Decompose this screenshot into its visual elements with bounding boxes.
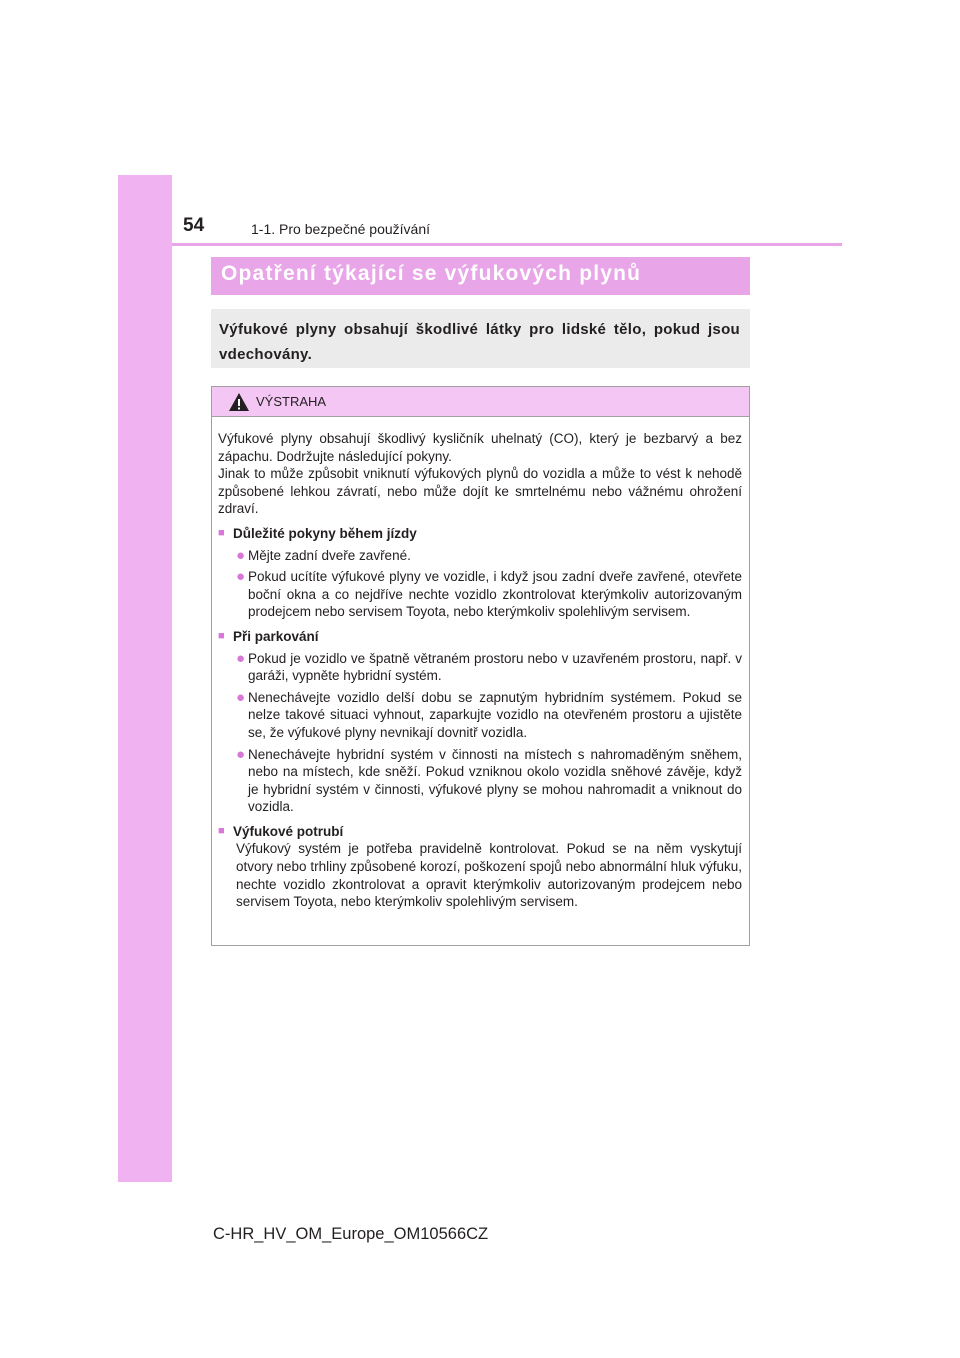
list-item: ● Mějte zadní dveře zavřené. <box>236 546 411 564</box>
section-heading: ■ Výfukové potrubí <box>218 823 344 839</box>
warning-label: VÝSTRAHA <box>256 394 327 409</box>
square-marker-icon: ■ <box>218 526 225 539</box>
section-heading: ■ Při parkování <box>218 628 319 644</box>
bullet-dot-icon: ● <box>236 745 246 763</box>
intro-summary: Výfukové plyny obsahují škodlivé látky pro lidské tělo, pokud jsou vdechovány. <box>211 309 750 368</box>
header-divider <box>172 243 842 246</box>
page-title: Opatření týkající se výfukových plynů <box>211 257 750 295</box>
bullet-dot-icon: ● <box>236 688 246 706</box>
list-item: ● Nenechávejte vozidlo delší dobu se zapnutým hybridním systémem. Pokud se nelze takové situaci vyhnout, zaparkujte vozidlo na otevřeném prostoru a ujistěte se, že výfukové plyny nevnikají dovnitř vozidla. <box>236 688 742 740</box>
warning-header <box>212 387 749 417</box>
warning-body <box>212 417 749 911</box>
page-number: 54 <box>183 215 205 236</box>
bullet-dot-icon: ● <box>236 568 246 586</box>
section-text: Výfukový systém je potřeba pravidelně kontrolovat. Pokud se na něm vyskytují otvory nebo trhliny způsobené korozí, poškození spojů nebo abnormální hluk výfuku, nechte vozidlo zkontrolovat a opravit kterýmkoliv autorizovaným prodejcem nebo servisem Toyota, nebo kterýmkoliv spolehlivým servisem. <box>236 841 742 910</box>
warning-triangle-icon <box>228 392 250 412</box>
list-item: ● Nenechávejte hybridní systém v činnosti na místech s nahromaděným sněhem, nebo na místech, kde sněží. Pokud vzniknou okolo vozidla sněhové závěje, když je hybridní systém v činnosti, výfukové plyny se mohou nahromadit a vniknout do vozidla. <box>236 745 742 815</box>
chapter-sidebar-tab <box>118 175 172 1182</box>
bullet-dot-icon: ● <box>236 546 246 564</box>
list-item: ● Pokud je vozidlo ve špatně větraném prostoru nebo v uzavřeném prostoru, např. v garáži, vypněte hybridní systém. <box>236 649 742 684</box>
warning-paragraph: Výfukové plyny obsahují škodlivý kysličník uhelnatý (CO), který je bezbarvý a bez zápachu. Dodržujte následující pokyny. <box>218 431 742 464</box>
square-marker-icon: ■ <box>218 824 225 837</box>
square-marker-icon: ■ <box>218 629 225 642</box>
bullet-dot-icon: ● <box>236 649 246 667</box>
warning-paragraph: Jinak to může způsobit vniknutí výfukových plynů do vozidla a může to vést k nehodě způsobené lehkou závratí, nebo může dojít ke smrtelnému nebo vážnému ohrožení zdraví. <box>218 466 742 517</box>
document-code: C-HR_HV_OM_Europe_OM10566CZ <box>213 1225 489 1243</box>
list-item: ● Pokud ucítíte výfukové plyny ve vozidle, i když jsou zadní dveře zavřené, otevřete boční okna a co nejdříve nechte vozidlo zkontrolovat kterýmkoliv autorizovaným prodejcem nebo servisem Toyota, nebo kterýmkoliv spolehlivým servisem. <box>236 568 742 620</box>
section-heading: ■ Důležité pokyny během jízdy <box>218 525 417 541</box>
warning-box <box>211 386 750 946</box>
section-title: 1-1. Pro bezpečné používání <box>251 221 431 237</box>
